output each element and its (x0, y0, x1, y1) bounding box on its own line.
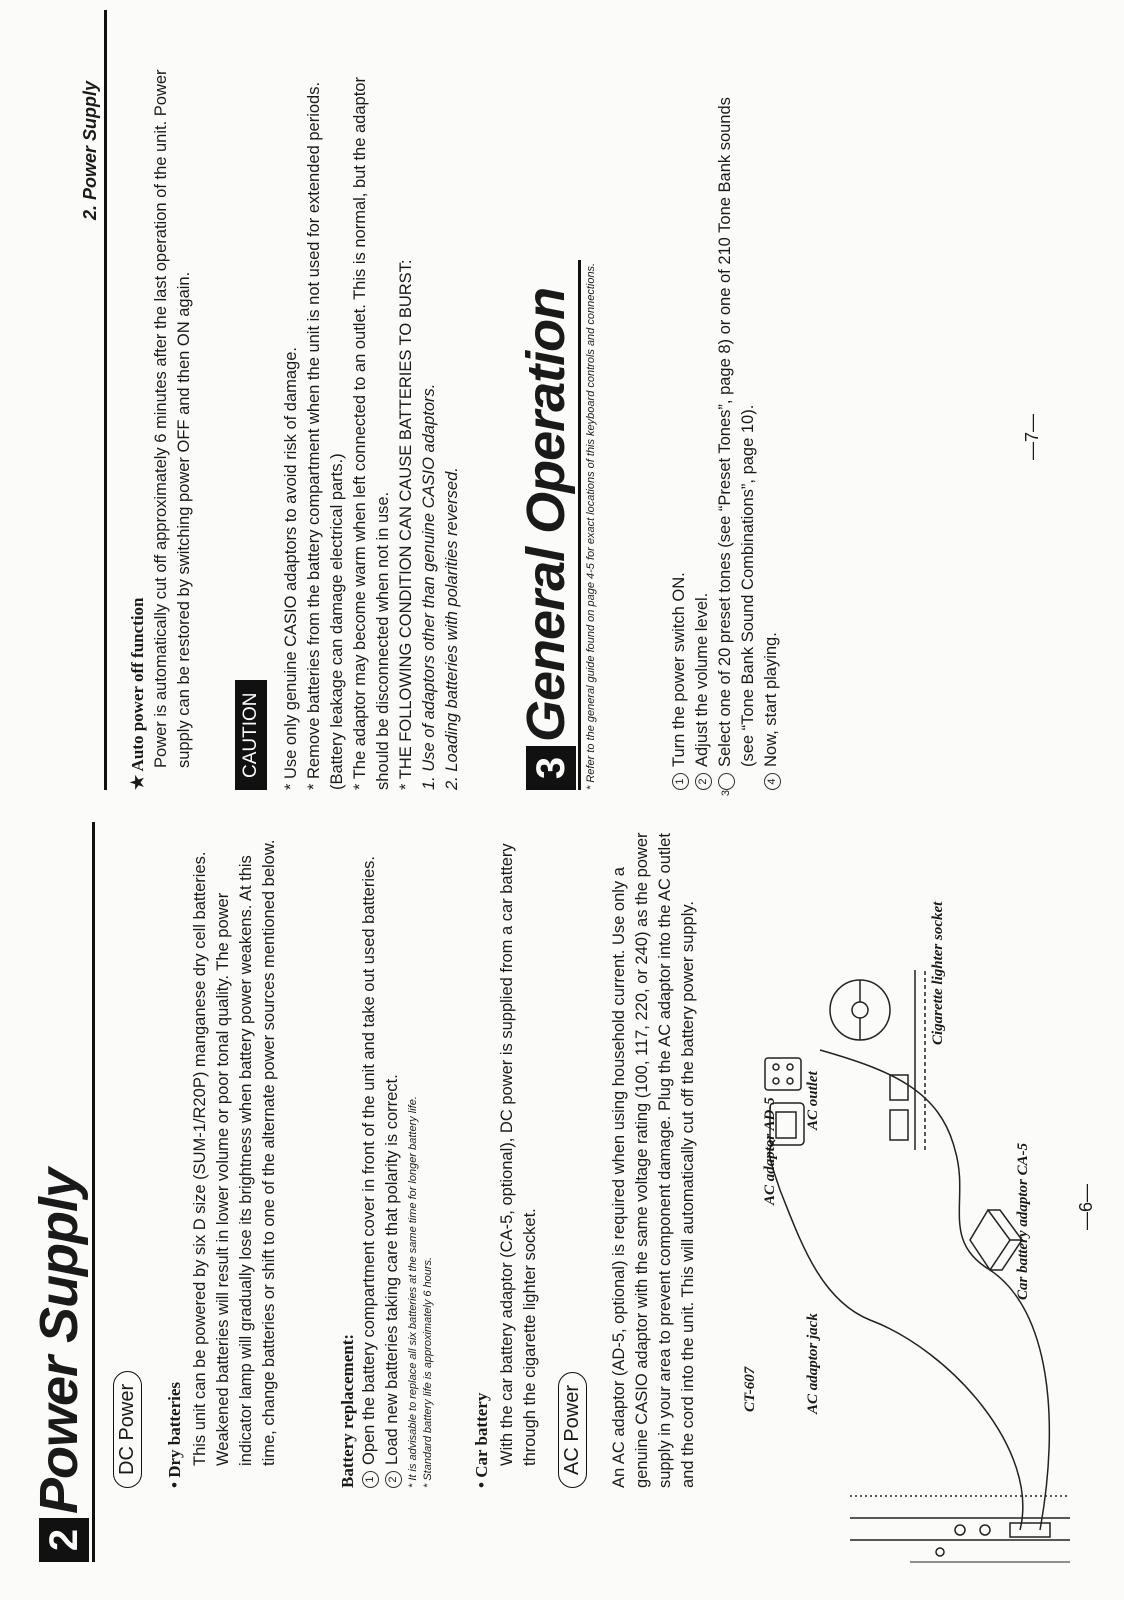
running-header: 2. Power Supply (80, 80, 100, 220)
burst-condition: 2. Loading batteries with polarities reversed. (443, 467, 461, 790)
step-number: 3 (718, 773, 735, 790)
step-text: Load new batteries taking care that polarity is correct. (383, 1074, 401, 1465)
page-number-right: —7— (1022, 413, 1042, 460)
operation-step (691, 90, 714, 790)
caution-badge (235, 681, 267, 791)
operation-step (668, 90, 691, 790)
replacement-step-2 (381, 828, 404, 1488)
chapter-rule (92, 822, 95, 1562)
ac-adaptor-label: AC adaptor AD-5 (762, 1097, 778, 1205)
ac-power-text: An AC adaptor (AD-5, optional) is required when using household current. Use only a genuine CASIO adaptor with the same voltage rating (100, 117, 220, or 240) as the power supply in your area to prevent component damage. Plug the AC adaptor into the AC outlet and the cord into the unit. This will automatically cut off the battery power supply. (610, 832, 697, 1488)
step-text: Open the battery compartment cover in front of the unit and take out used batteries. (360, 855, 378, 1465)
auto-power-off-text: Power is automatically cut off approximately 6 minutes after the last operation of the unit. Power supply can be restored by switching power OFF and then ON again. (152, 69, 193, 768)
caution-item: * Remove batteries from the battery compartment when the unit is not used for extended periods. (Battery leakage can damage electrical parts.) (305, 81, 346, 790)
caution-item: * The adaptor may become warm when left connected to an outlet. This is normal, but the adaptor should be disconnected when not in use. (351, 77, 392, 790)
replacement-note-1: * It is advisable to replace all six batteries at the same time for longer battery life. (407, 1096, 419, 1488)
step-number: 2 (695, 773, 712, 790)
step-text: Now, start playing. (762, 632, 780, 767)
chapter-title: General Operation (516, 287, 576, 742)
step-number: 1 (672, 773, 689, 790)
car-battery-title: Car battery (472, 1392, 491, 1478)
dc-power-label: DC Power (113, 1371, 142, 1488)
dc-power-heading (113, 1371, 142, 1488)
auto-power-off-section: ★ Auto power off function Power is automatically cut off approximately 6 minutes after the last operation of the unit. Power supply can be restored by switching power OFF and then ON again. (128, 60, 196, 790)
chapter-title: Power Supply (29, 1168, 89, 1514)
dry-batteries-title: Dry batteries (165, 1381, 184, 1478)
page-number-left: —6— (1076, 1183, 1096, 1230)
step-number: 4 (764, 773, 781, 790)
header-rule (104, 10, 107, 790)
general-operation-heading (515, 288, 577, 790)
guide-note: * Refer to the general guide found on page 4-5 for exact locations of this keyboard controls and connections. (585, 262, 597, 790)
caution-list (280, 30, 464, 790)
battery-replacement-section (338, 828, 436, 1488)
step-number: 2 (385, 1471, 402, 1488)
auto-power-off-title: Auto power off function (128, 597, 147, 772)
left-page (0, 800, 1124, 1600)
ac-outlet-label: AC outlet (805, 1071, 821, 1130)
chapter-number-badge: 2 (39, 1518, 89, 1562)
chapter-heading (28, 1169, 90, 1562)
replacement-note-2: * Standard battery life is approximately 6 hours. (422, 1256, 434, 1488)
burst-condition: 1. Use of adaptors other than genuine CASIO adaptors. (420, 383, 438, 790)
ac-power-label: AC Power (558, 1372, 587, 1488)
ac-adaptor-jack-label: AC adaptor jack (805, 1313, 821, 1414)
chapter-number-badge: 3 (526, 746, 576, 790)
operation-steps (668, 90, 783, 797)
ac-power-heading (558, 1372, 587, 1488)
caution-label: CAUTION (235, 681, 267, 791)
car-adaptor-label: Car battery adaptor CA-5 (1015, 1142, 1031, 1300)
step-text: Adjust the volume level. (693, 592, 711, 767)
cigarette-socket-label: Cigarette lighter socket (930, 901, 946, 1045)
caution-item: * THE FOLLOWING CONDITION CAN CAUSE BATTERIES TO BURST: (397, 259, 415, 790)
operation-step (714, 90, 760, 797)
chapter-rule (578, 260, 581, 790)
replacement-step-1 (358, 828, 381, 1488)
car-battery-text: With the car battery adaptor (CA-5, optional), DC power is supplied from a car battery through the cigarette lighter socket. (498, 843, 539, 1466)
dry-batteries-section: • Dry batteries This unit can be powered by six D size (SUM-1/R20P) manganese dry cell batteries. Weakened batteries will result in lower volume or poor tonal quality. The power indicator lamp will gradually lose its brightness when battery power weakens. At this time, change batteries or shift to one of the alternate power sources mentioned below. (165, 828, 281, 1488)
step-text: Select one of 20 preset tones (see “Preset Tones”, page 8) or one of 210 Tone Bank sounds (see “Tone Bank Sound Combinations”, page 10). (716, 97, 757, 767)
operation-step (760, 90, 783, 790)
step-text: Turn the power switch ON. (670, 572, 688, 767)
caution-item: * Use only genuine CASIO adaptors to avoid risk of damage. (282, 347, 300, 790)
ac-power-section (608, 818, 700, 1488)
model-label: CT-607 (742, 1366, 758, 1412)
dry-batteries-text: This unit can be powered by six D size (SUM-1/R20P) manganese dry cell batteries. Weakened batteries will result in lower volume or poor tonal quality. The power indicator lamp will gradually lose its brightness when battery power weakens. At this time, change batteries or shift to one of the alternate power sources mentioned below. (191, 839, 278, 1466)
battery-replacement-title: Battery replacement: (338, 1333, 357, 1488)
car-battery-section: • Car battery With the car battery adaptor (CA-5, optional), DC power is supplied from a car battery through the cigarette lighter socket. (472, 828, 542, 1488)
step-number: 1 (362, 1471, 379, 1488)
